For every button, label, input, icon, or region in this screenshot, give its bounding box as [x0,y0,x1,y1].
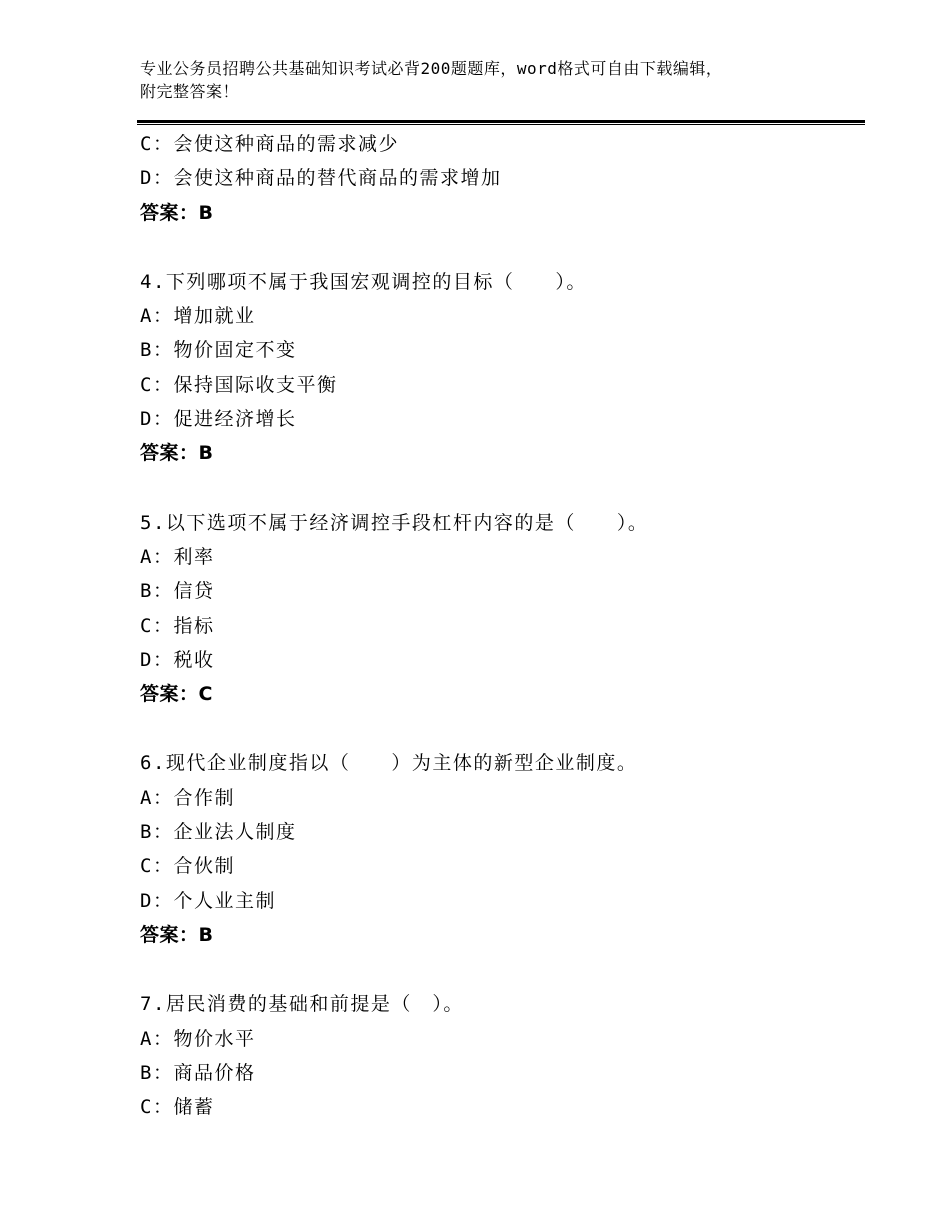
question-stem: 6.现代企业制度指以（ ）为主体的新型企业制度。 [140,752,638,775]
option-c: C：指标 [140,614,215,637]
question-stem: 5.以下选项不属于经济调控手段杠杆内容的是（ ）。 [140,511,649,534]
option-a: A：增加就业 [140,305,256,328]
answer-line: 答案：B [140,201,214,224]
option-c: C：保持国际收支平衡 [140,373,338,396]
option-b: B：物价固定不变 [140,339,297,362]
spacer [140,952,860,987]
question-stem: 4.下列哪项不属于我国宏观调控的目标（ ）。 [140,270,587,293]
question-block-5 [140,506,860,712]
question-stem: 7.居民消费的基础和前提是（ ）。 [140,993,464,1016]
option-c: C：储蓄 [140,1096,215,1119]
option-d: D：税收 [140,648,215,671]
option-a: A：合作制 [140,786,235,809]
option-b: B：商品价格 [140,1061,256,1084]
header-divider [137,120,865,125]
option-a: A：物价水平 [140,1027,256,1050]
spacer [140,471,860,506]
option-d: D：会使这种商品的替代商品的需求增加 [140,167,502,190]
answer-line: 答案：B [140,442,214,465]
spacer [140,711,860,746]
option-c: C：合伙制 [140,855,235,878]
page-header [140,57,820,103]
option-b: B：信贷 [140,580,215,603]
question-block-7 [140,987,860,1124]
answer-line: 答案：C [140,683,213,706]
question-block-6 [140,746,860,952]
question-list [140,127,860,1124]
option-a: A：利率 [140,545,215,568]
question-block-4 [140,265,860,471]
option-d: D：个人业主制 [140,889,276,912]
header-line-2: 附完整答案！ [140,82,240,101]
answer-line: 答案：B [140,923,214,946]
option-b: B：企业法人制度 [140,821,297,844]
option-c: C：会使这种商品的需求减少 [140,133,399,155]
option-d: D：促进经济增长 [140,408,297,431]
spacer [140,230,860,265]
question-block-3 [140,127,860,230]
header-line-1: 专业公务员招聘公共基础知识考试必背200题题库，word格式可自由下载编辑， [140,59,723,78]
